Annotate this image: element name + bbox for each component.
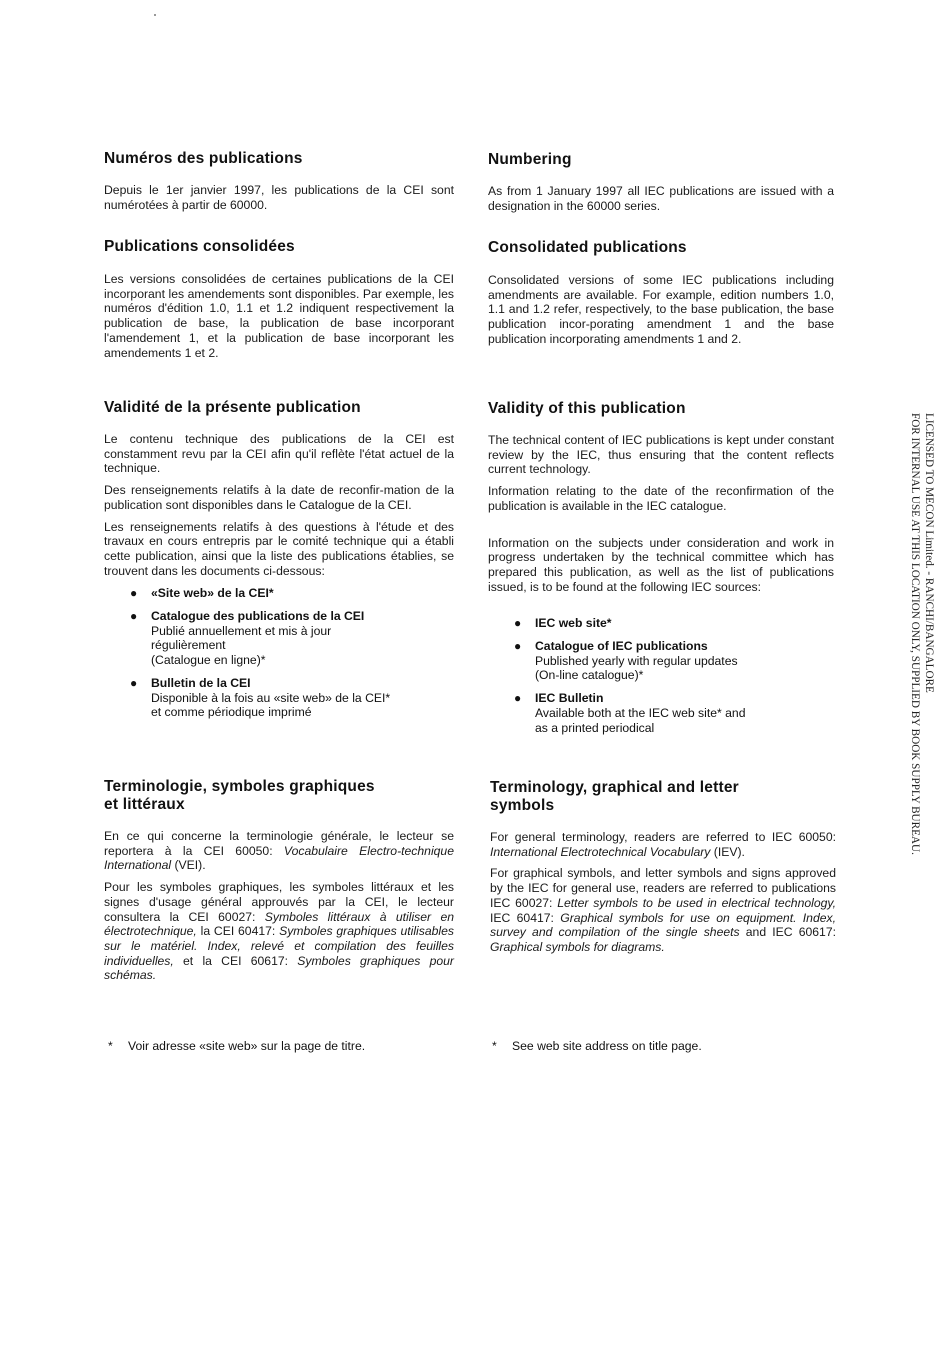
fr-numbering-heading: Numéros des publications	[104, 150, 303, 167]
text-run-italic: Symboles littéraux à utiliser en électrotechnique,	[104, 909, 455, 939]
en-consolidated-heading: Consolidated publications	[488, 239, 687, 256]
text-run: and IEC 60617:	[739, 925, 836, 940]
en-validity-p1: The technical content of IEC publications is kept under constant review by the IEC, thus ensuring that the content reflects current technology.	[488, 433, 834, 477]
license-notice	[905, 413, 941, 933]
text-run: En ce qui concerne la terminologie générale, le lecteur se reportera à la CEI 60050:	[104, 829, 454, 858]
en-source-desc: Published yearly with regular updates	[535, 653, 738, 668]
fr-source-desc: (Catalogue en ligne)*	[151, 653, 266, 668]
bullet-icon: ●	[130, 586, 138, 601]
fr-source-item	[104, 676, 454, 720]
bullet-icon: ●	[514, 691, 522, 706]
fr-footnote	[108, 1039, 458, 1054]
text-run-italic: Vocabulaire Electro-technique International	[104, 843, 454, 873]
en-source-desc: as a printed periodical	[535, 720, 655, 735]
fr-sources-list	[104, 586, 454, 720]
fr-consolidated-body: Les versions consolidées de certaines publications de la CEI incorporant les amendements sont disponibles. Par exemple, les numéros d'édition 1.0, 1.1 et 1.2 indiquent respectivement la publication de base, la publication de base incorporant l'amendement 1, et la publication de base incorporant les amendements 1 et 2.	[104, 272, 454, 360]
en-consolidated-section	[488, 239, 834, 347]
en-source-title: IEC Bulletin	[535, 691, 604, 706]
en-footnote-text: See web site address on title page.	[512, 1039, 702, 1053]
fr-terminology-p2	[104, 880, 454, 983]
fr-validity-section	[104, 399, 454, 728]
fr-source-item	[104, 609, 454, 668]
footnote-star: *	[108, 1039, 113, 1053]
bullet-icon: ●	[130, 675, 138, 690]
bullet-icon: ●	[514, 616, 522, 631]
fr-source-title: Catalogue des publications de la CEI	[151, 609, 365, 624]
fr-terminology-heading-line1: Terminologie, symboles graphiques	[104, 778, 375, 795]
text-run-italic: Symboles graphiques pour schémas.	[104, 953, 454, 983]
en-source-item	[488, 639, 834, 683]
text-run-italic: Graphical symbols for use on equipment. Index, survey and compilation of the single sheets	[490, 910, 836, 940]
fr-source-desc: Publié annuellement et mis à jour	[151, 623, 332, 638]
text-run: IEC 60417:	[490, 910, 561, 925]
text-run-italic: Graphical symbols for diagrams.	[490, 939, 665, 954]
fr-consolidated-heading: Publications consolidées	[104, 238, 295, 255]
text-run: For general terminology, readers are referred to IEC 60050:	[490, 830, 836, 844]
license-notice-line2: FOR INTERNAL USE AT THIS LOCATION ONLY, SUPPLIED BY BOOK SUPPLY BUREAU.	[909, 413, 921, 855]
en-source-title: IEC web site*	[535, 616, 612, 631]
en-numbering-heading: Numbering	[488, 151, 572, 168]
en-sources-list	[488, 616, 834, 735]
text-run: Pour les symboles graphiques, les symboles littéraux et les signes d'usage général approuvés par la CEI, le lecteur consultera la CEI 60027:	[104, 880, 454, 924]
en-validity-heading: Validity of this publication	[488, 400, 686, 417]
bullet-icon: ●	[130, 609, 138, 624]
en-source-desc: (On-line catalogue)*	[535, 668, 644, 683]
license-notice-line1: LICENSED TO MECON Limited. - RANCHI/BANGALORE	[923, 413, 935, 693]
fr-validity-heading: Validité de la présente publication	[104, 399, 361, 416]
en-terminology-heading	[490, 779, 836, 815]
en-terminology-section	[490, 779, 836, 955]
en-terminology-p1	[490, 830, 836, 859]
text-run: et la CEI 60617:	[173, 953, 298, 968]
bullet-icon: ●	[514, 639, 522, 654]
text-run: la CEI 60417:	[196, 924, 280, 939]
fr-numbering-section	[104, 150, 454, 212]
footnote-star: *	[492, 1039, 497, 1053]
fr-validity-p2: Des renseignements relatifs à la date de reconfir-mation de la publication sont disponibles dans le Catalogue de la CEI.	[104, 483, 454, 512]
fr-numbering-body: Depuis le 1er janvier 1997, les publications de la CEI sont numérotées à partir de 60000.	[104, 183, 454, 212]
fr-footnote-text: Voir adresse «site web» sur la page de titre.	[128, 1039, 366, 1053]
fr-source-title: «Site web» de la CEI*	[151, 586, 274, 601]
scan-speck	[154, 14, 156, 16]
en-consolidated-body: Consolidated versions of some IEC publications including amendments are available. For example, edition numbers 1.0, 1.1 and 1.2 refer, respectively, to the base publication, the base publication incor-porating amendment 1 and the base publication incorporating amendments 1 and 2.	[488, 273, 834, 346]
fr-terminology-p1	[104, 829, 454, 873]
en-footnote	[492, 1039, 838, 1054]
en-terminology-p2	[490, 866, 836, 954]
fr-terminology-heading	[104, 778, 454, 814]
en-validity-p3: Information on the subjects under consideration and work in progress undertaken by the technical committee which has prepared this publication, as well as the list of publications issued, is to be found at the following IEC sources:	[488, 535, 834, 594]
fr-source-title: Bulletin de la CEI	[151, 675, 251, 690]
en-validity-section	[488, 400, 834, 743]
en-numbering-section	[488, 151, 834, 213]
fr-source-item	[104, 586, 454, 601]
fr-consolidated-section	[104, 238, 454, 360]
fr-validity-p1: Le contenu technique des publications de la CEI est constamment revu par la CEI afin qu'il reflète l'état actuel de la technique.	[104, 432, 454, 476]
fr-terminology-section	[104, 778, 454, 983]
en-source-item	[488, 691, 834, 735]
en-numbering-body: As from 1 January 1997 all IEC publications are issued with a designation in the 60000 series.	[488, 184, 834, 213]
en-source-title: Catalogue of IEC publications	[535, 639, 708, 654]
fr-terminology-heading-line2: et littéraux	[104, 796, 185, 813]
en-validity-p2: Information relating to the date of the reconfirmation of the publication is available in the IEC catalogue.	[488, 484, 834, 513]
en-terminology-heading-line1: Terminology, graphical and letter	[490, 779, 739, 796]
en-source-item	[488, 616, 834, 631]
text-run: (VEI).	[171, 858, 206, 873]
fr-source-desc: régulièrement	[151, 638, 226, 653]
text-run-italic: International Electrotechnical Vocabulary	[490, 844, 711, 859]
en-terminology-heading-line2: symbols	[490, 797, 555, 814]
fr-source-desc: Disponible à la fois au «site web» de la CEI*	[151, 690, 391, 705]
text-run: For graphical symbols, and letter symbols and signs approved by the IEC for general use, readers are referred to publications IEC 60027:	[490, 866, 836, 910]
fr-source-desc: et comme périodique imprimé	[151, 705, 312, 720]
text-run-italic: Symboles graphiques utilisables sur le matériel. Index, relevé et compilation des feuilles individuelles,	[104, 924, 454, 968]
fr-validity-p3: Les renseignements relatifs à des questions à l'étude et des travaux en cours entrepris par le comité technique qui a établi cette publication, ainsi que la liste des publications établies, se trouvent dans les documents ci-dessous:	[104, 519, 454, 578]
text-run-italic: Letter symbols to be used in electrical technology,	[557, 895, 836, 910]
text-run: (IEV).	[710, 844, 745, 859]
en-source-desc: Available both at the IEC web site* and	[535, 705, 746, 720]
